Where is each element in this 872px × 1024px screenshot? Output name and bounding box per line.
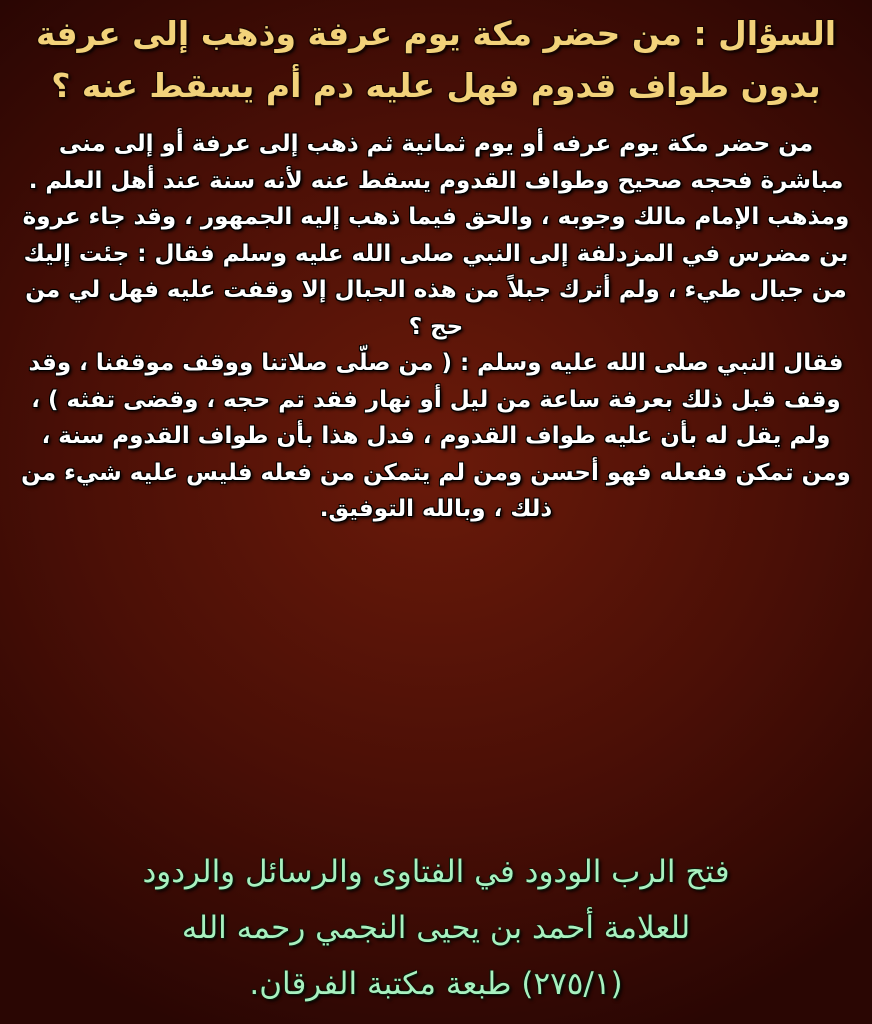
question-line-2: بدون طواف قدوم فهل عليه دم أم يسقط عنه ؟ (51, 66, 821, 105)
answer-body (18, 126, 854, 528)
source-book-title: فتح الرب الودود في الفتاوى والرسائل والردود (142, 854, 730, 890)
answer-paragraph-3: فقال النبي صلى الله عليه وسلم : ( من صلّى صلاتنا ووقف موقفنا ، وقد وقف قبل ذلك بعرفة ساعة من ليل أو نهار فقد تم حجه ، وقضى تفثه ) ، ولم يقل له بأن عليه طواف القدوم ، فدل هذا بأن طواف القدوم سنة ، ومن تمكن ففعله فهو أحسن ومن لم يتمكن من فعله فليس عليه شيء من ذلك ، وبالله التوفيق. (21, 350, 851, 522)
source-reference: (٢٧٥/١) طبعة مكتبة الفرقان. (249, 966, 623, 1002)
answer-paragraph-1: من حضر مكة يوم عرفه أو يوم ثمانية ثم ذهب إلى عرفة أو إلى منى مباشرة فحجه صحيح وطواف القدوم يسقط عنه لأنه سنة عند أهل العلم . (28, 131, 844, 194)
source-author: للعلامة أحمد بن يحيى النجمي رحمه الله (181, 910, 691, 946)
source-citation (0, 844, 872, 1012)
question-heading (18, 8, 854, 112)
question-line-1: السؤال : من حضر مكة يوم عرفة وذهب إلى عرفة (35, 14, 837, 53)
answer-paragraph-2: ومذهب الإمام مالك وجوبه ، والحق فيما ذهب إليه الجمهور ، وقد جاء عروة بن مضرس في المزدلفة إلى النبي صلى الله عليه وسلم فقال : جئت إليك من جبال طيء ، ولم أترك جبلاً من هذه الجبال إلا وقفت عليه فهل لي من حج ؟ (22, 204, 850, 340)
